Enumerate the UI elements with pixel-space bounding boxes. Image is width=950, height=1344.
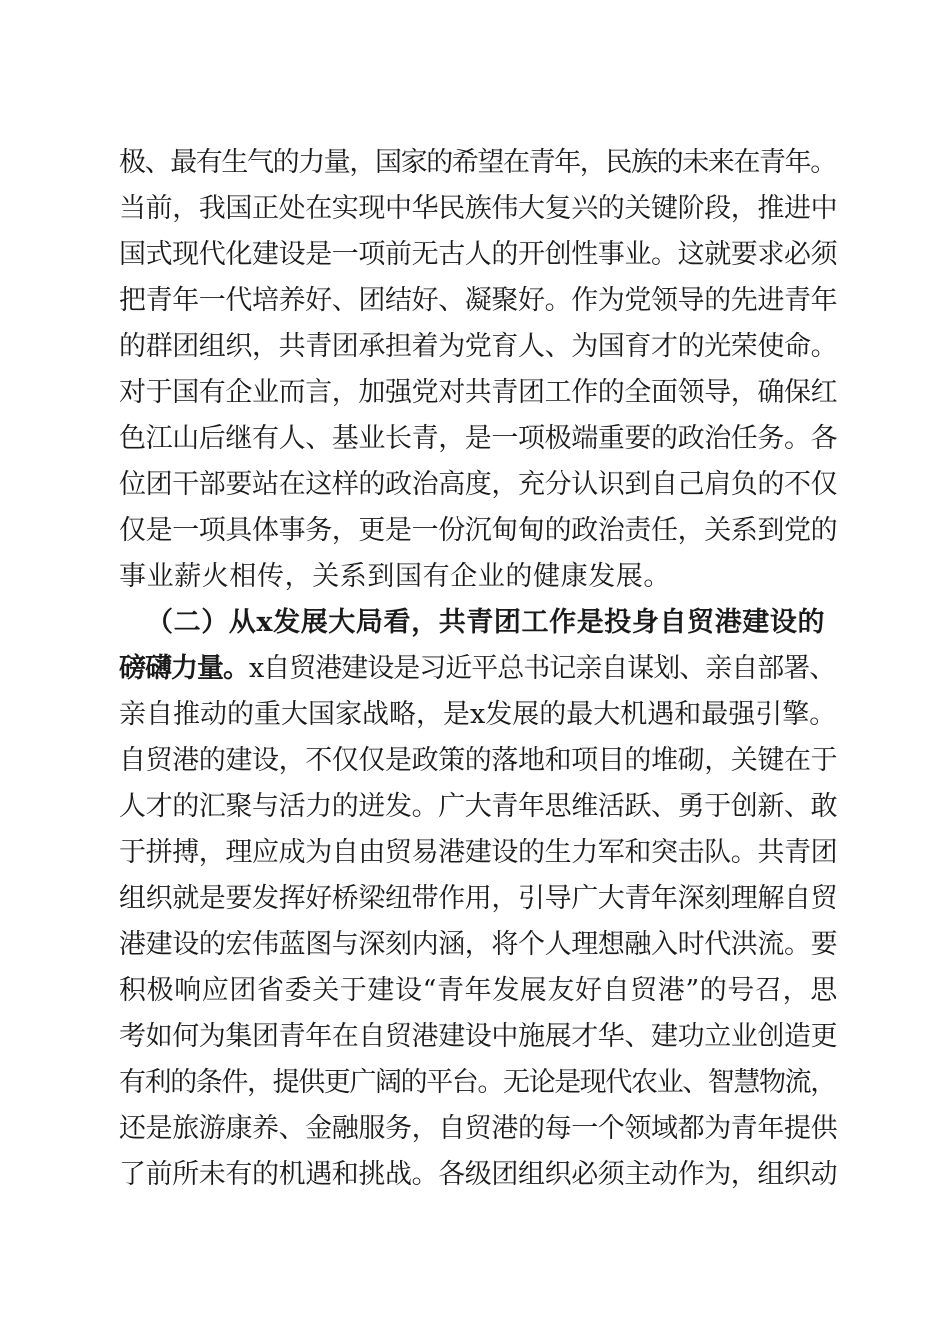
body-text-line: 了前所未有的机遇和挑战。各级团组织必须主动作为，组织动 [119,1159,838,1190]
body-text-line: 积极响应团省委关于建设“青年发展友好自贸港”的号召，思 [119,975,838,1006]
body-text-line: 对于国有企业而言，加强党对共青团工作的全面领导，确保红 [119,377,838,408]
body-text-line: 港建设的宏伟蓝图与深刻内涵，将个人理想融入时代洪流。要 [119,929,838,960]
section-heading-end: 磅礴力量。 [119,653,249,684]
body-text-line: 当前，我国正处在实现中华民族伟大复兴的关键阶段，推进中 [119,193,838,224]
body-text-line: 亲自推动的重大国家战略，是x发展的最大机遇和最强引擎。 [119,699,837,730]
body-text-line: 事业薪火相传，关系到国有企业的健康发展。 [119,561,671,592]
body-text-line [119,646,839,692]
body-text-line: 组织就是要发挥好桥梁纽带作用，引导广大青年深刻理解自贸 [119,883,838,914]
body-text: x自贸港建设是习近平总书记亲自谋划、亲自部署、 [249,653,836,684]
body-text-line: 色江山后继有人、基业长青，是一项极端重要的政治任务。各 [119,423,838,454]
body-text-line: 自贸港的建设，不仅仅是政策的落地和项目的堆砌，关键在于 [119,745,838,776]
body-text-line: 位团干部要站在这样的政治高度，充分认识到自己肩负的不仅 [119,469,838,500]
body-text-line: 把青年一代培养好、团结好、凝聚好。作为党领导的先进青年 [119,285,838,316]
body-text-line: 极、最有生气的力量，国家的希望在青年，民族的未来在青年。 [119,147,836,178]
section-heading: （二）从x发展大局看，共青团工作是投身自贸港建设的 [146,607,826,638]
body-text-line: 仅是一项具体事务，更是一份沉甸甸的政治责任，关系到党的 [119,515,838,546]
body-text-line: 于拼搏，理应成为自由贸易港建设的生力军和突击队。共青团 [119,837,838,868]
body-text-line: 考如何为集团青年在自贸港建设中施展才华、建功立业创造更 [119,1021,838,1052]
body-text-line: 的群团组织，共青团承担着为党育人、为国育才的光荣使命。 [119,331,838,362]
section-heading-line [146,600,839,646]
body-text-line: 有利的条件，提供更广阔的平台。无论是现代农业、智慧物流， [119,1067,836,1098]
body-text-line: 国式现代化建设是一项前无古人的开创性事业。这就要求必须 [119,239,838,270]
body-text-line: 还是旅游康养、金融服务，自贸港的每一个领域都为青年提供 [119,1113,838,1144]
body-text-line: 人才的汇聚与活力的迸发。广大青年思维活跃、勇于创新、敢 [119,791,838,822]
